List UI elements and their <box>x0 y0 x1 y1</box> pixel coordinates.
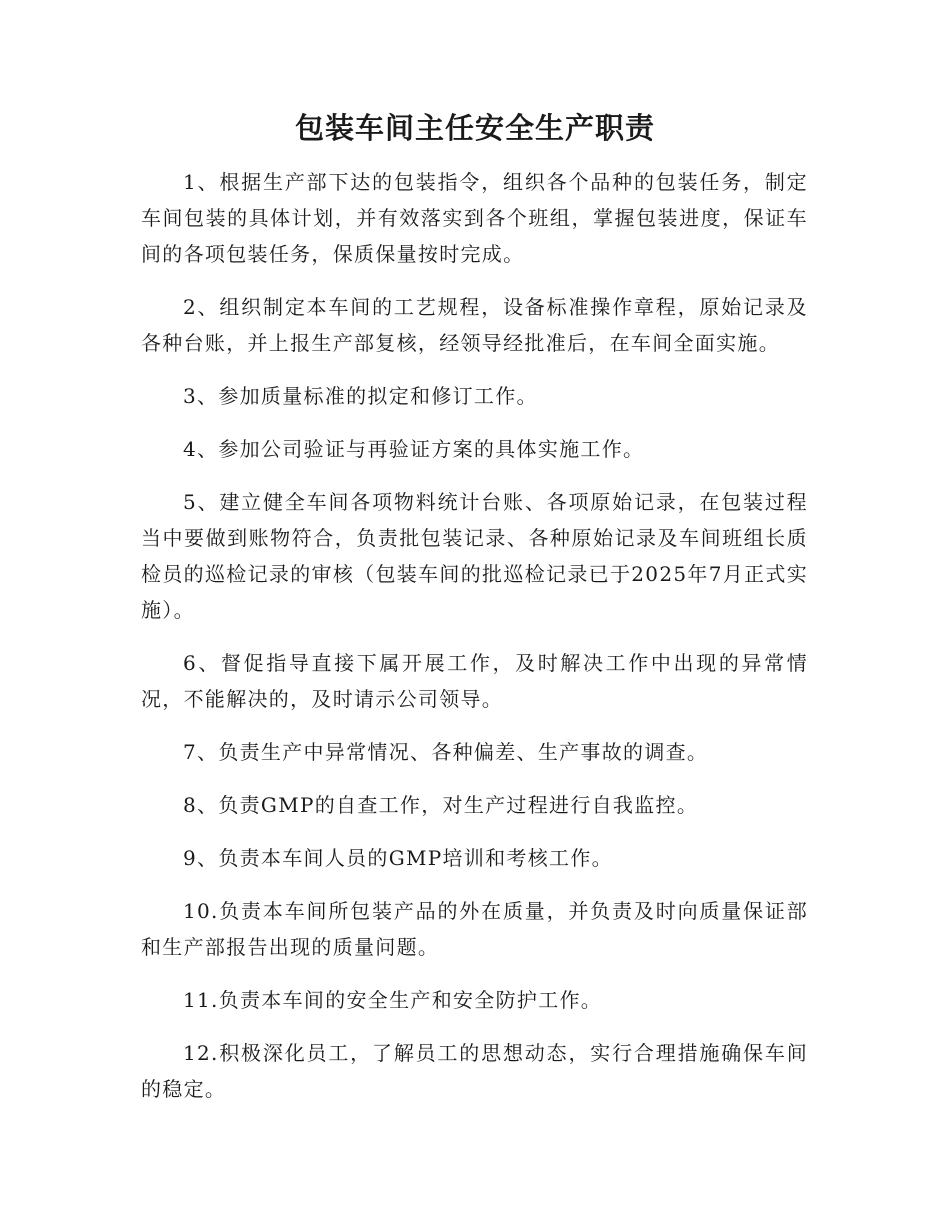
paragraph-6: 6、督促指导直接下属开展工作，及时解决工作中出现的异常情况，不能解决的，及时请示公司领导。 <box>141 651 808 711</box>
paragraph-9: 9、负责本车间人员的GMP培训和考核工作。 <box>183 846 613 870</box>
document-title: 包装车间主任安全生产职责 <box>294 111 655 145</box>
paragraph-5: 5、建立健全车间各项物料统计台账、各项原始记录，在包装过程当中要做到账物符合，负责批包装记录、各种原始记录及车间班组长质检员的巡检记录的审核（包装车间的批巡检记录已于2025年7月正式实施）。 <box>141 490 808 622</box>
paragraph-12: 12.积极深化员工，了解员工的思想动态，实行合理措施确保车间的稳定。 <box>141 1041 808 1101</box>
paragraph-2: 2、组织制定本车间的工艺规程，设备标准操作章程，原始记录及各种台账，并上报生产部复核，经领导经批准后，在车间全面实施。 <box>141 295 808 355</box>
paragraph-3: 3、参加质量标准的拟定和修订工作。 <box>183 384 538 408</box>
paragraph-7: 7、负责生产中异常情况、各种偏差、生产事故的调查。 <box>183 740 709 764</box>
paragraph-1: 1、根据生产部下达的包装指令，组织各个品种的包装任务，制定车间包装的具体计划，并有效落实到各个班组，掌握包装进度，保证车间的各项包装任务，保质保量按时完成。 <box>141 170 808 266</box>
paragraph-10: 10.负责本车间所包装产品的外在质量，并负责及时向质量保证部和生产部报告出现的质量问题。 <box>141 899 808 959</box>
paragraph-8: 8、负责GMP的自查工作，对生产过程进行自我监控。 <box>183 793 699 817</box>
document-body <box>141 164 808 1124</box>
paragraph-11: 11.负责本车间的安全生产和安全防护工作。 <box>183 988 603 1012</box>
paragraph-4: 4、参加公司验证与再验证方案的具体实施工作。 <box>183 437 645 461</box>
